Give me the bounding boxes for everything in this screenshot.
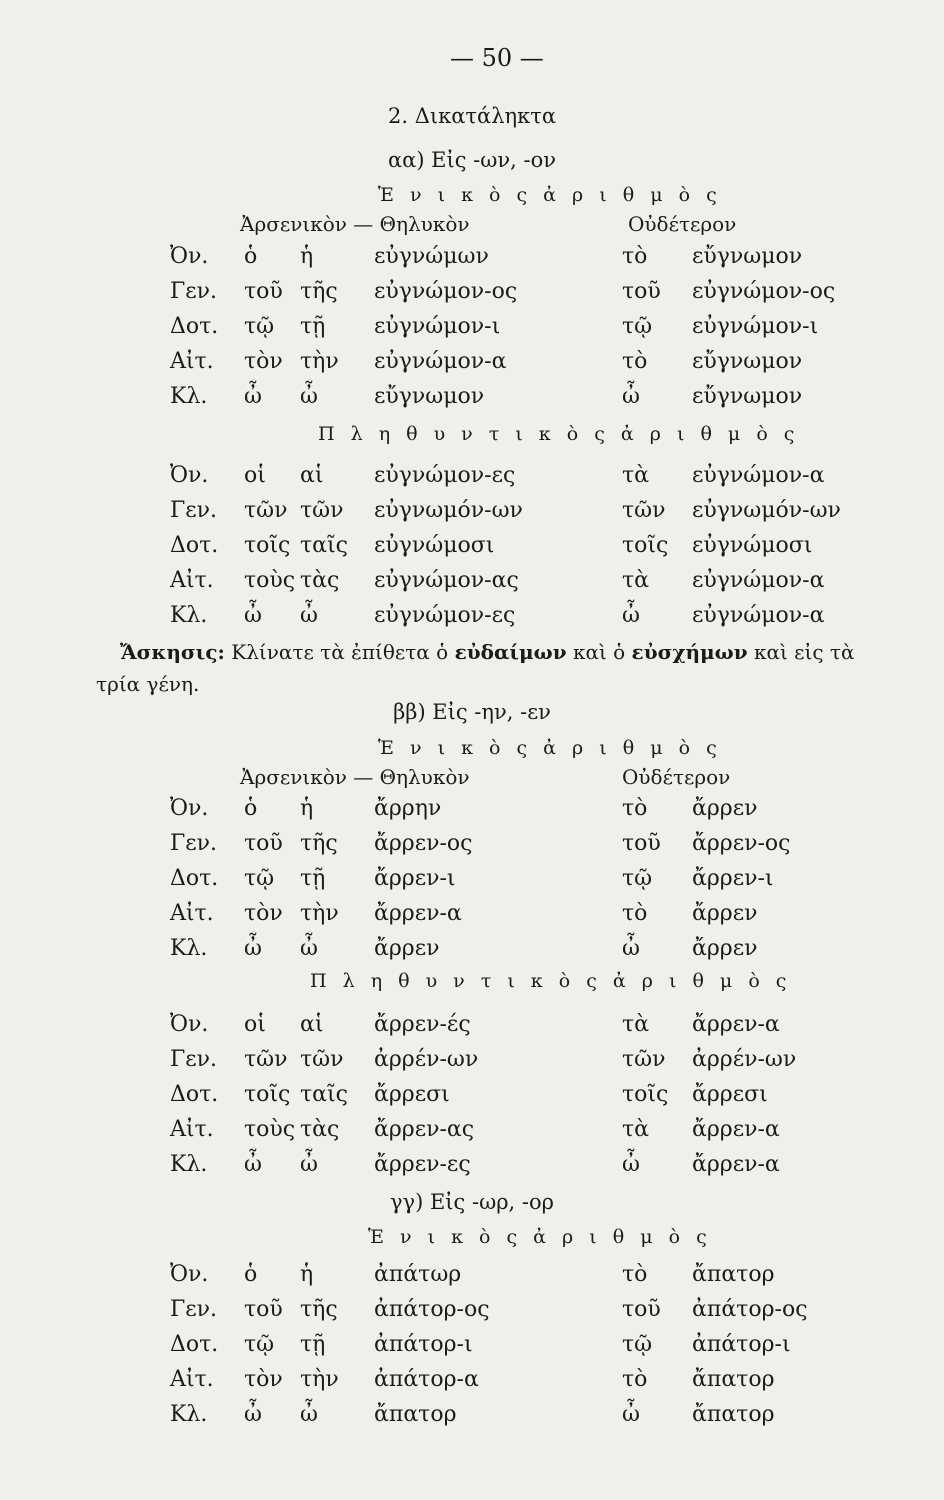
masc-fem-form: ἀρρέν-ων <box>374 1047 479 1072</box>
plural-heading-aa: Π λ η θ υ ν τ ι κ ὸ ς ἀ ρ ι θ μ ὸ ς <box>318 423 800 445</box>
masc-fem-form: εὐγνώμον-α <box>374 349 507 374</box>
case-label: Δοτ. <box>170 314 219 339</box>
masc-fem-form: εὐγνώμον-ες <box>374 603 516 628</box>
masc-fem-form: ἄρρεν-ας <box>374 1117 475 1142</box>
neut-form: ἄρρεν <box>692 936 758 961</box>
masc-fem-form: εὔγνωμον <box>374 384 485 409</box>
neut-form: ἄρρεν-ος <box>692 831 791 856</box>
neut-article: ὦ <box>622 384 640 409</box>
fem-article: ταῖς <box>300 1082 348 1107</box>
neut-form: εὐγνώμον-α <box>692 568 825 593</box>
fem-article: τῇ <box>300 314 326 339</box>
masc-fem-form: ἀπάτορ-ος <box>374 1297 490 1322</box>
case-label: Ὀν. <box>170 1262 209 1287</box>
exercise-word-1: εὐδαίμων <box>454 640 567 664</box>
exercise-line-1 <box>120 640 855 664</box>
masc-article: ὁ <box>244 244 258 269</box>
case-label: Γεν. <box>170 498 218 523</box>
neut-article: τοῖς <box>622 1082 669 1107</box>
case-label: Κλ. <box>170 1152 208 1177</box>
neut-form: ἄρρεν-α <box>692 1152 780 1177</box>
neut-form: ἀπάτορ-ος <box>692 1297 808 1322</box>
case-label: Κλ. <box>170 603 208 628</box>
case-label: Γεν. <box>170 831 218 856</box>
fem-article: τῶν <box>300 498 344 523</box>
masc-article: ὦ <box>244 384 262 409</box>
neut-form: εὐγνώμον-α <box>692 603 825 628</box>
case-label: Κλ. <box>170 936 208 961</box>
masc-article: τῷ <box>244 866 275 891</box>
fem-article: ὦ <box>300 1402 318 1427</box>
masc-fem-form: εὐγνώμων <box>374 244 489 269</box>
neut-article: ὦ <box>622 1152 640 1177</box>
neut-form: εὐγνωμόν-ων <box>692 498 841 523</box>
masc-fem-form: ἄρρεν-ές <box>374 1012 471 1037</box>
neut-form: ἀπάτορ-ι <box>692 1332 791 1357</box>
case-label: Ὀν. <box>170 463 209 488</box>
masc-fem-form: ἄρρεσι <box>374 1082 450 1107</box>
neut-form: ἄρρεν-α <box>692 1012 780 1037</box>
neut-form: ἄπατορ <box>692 1402 775 1427</box>
masc-fem-form: ἄρρην <box>374 796 442 821</box>
neut-article: τῶν <box>622 1047 666 1072</box>
case-label: Αἰτ. <box>170 349 214 374</box>
masc-fem-form: ἄρρεν-ες <box>374 1152 471 1177</box>
neut-article: ὦ <box>622 936 640 961</box>
fem-article: τὰς <box>300 568 340 593</box>
fem-article: τῆς <box>300 279 338 304</box>
singular-heading-gg: Ἑ ν ι κ ὸ ς ἀ ρ ι θ μ ὸ ς <box>368 1226 712 1248</box>
neut-article: τοῦ <box>622 279 661 304</box>
neut-article: τὸ <box>622 901 648 926</box>
case-label: Δοτ. <box>170 1332 219 1357</box>
fem-article: τὰς <box>300 1117 340 1142</box>
neut-form: ἄπατορ <box>692 1367 775 1392</box>
masc-fem-form: ἀπάτορ-α <box>374 1367 479 1392</box>
neut-article: τοῦ <box>622 831 661 856</box>
singular-heading-bb: Ἑ ν ι κ ὸ ς ἀ ρ ι θ μ ὸ ς <box>378 737 722 759</box>
fem-article: τὴν <box>300 1367 339 1392</box>
masc-fem-form: εὐγνώμοσι <box>374 533 495 558</box>
case-label: Αἰτ. <box>170 1117 214 1142</box>
masc-article: οἱ <box>244 463 266 488</box>
case-label: Αἰτ. <box>170 1367 214 1392</box>
exercise-word-2: εὐσχήμων <box>631 640 748 664</box>
masc-article: ὁ <box>244 796 258 821</box>
neut-form: ἄρρεν-α <box>692 1117 780 1142</box>
subtitle-aa: αα) Εἰς -ων, -ον <box>387 148 557 172</box>
case-label: Αἰτ. <box>170 901 214 926</box>
fem-article: ἡ <box>300 1262 314 1287</box>
case-label: Ὀν. <box>170 244 209 269</box>
case-label: Ὀν. <box>170 1012 209 1037</box>
masc-fem-form: ἄρρεν <box>374 936 440 961</box>
neut-form: ἄρρεν-ι <box>692 866 774 891</box>
masc-article: τῷ <box>244 1332 275 1357</box>
masc-fem-form: ἄρρεν-ι <box>374 866 456 891</box>
masc-fem-form: εὐγνώμον-ες <box>374 463 516 488</box>
masc-fem-form: εὐγνωμόν-ων <box>374 498 523 523</box>
neut-article: ὦ <box>622 603 640 628</box>
masc-article: τὸν <box>244 1367 283 1392</box>
fem-article: τῆς <box>300 1297 338 1322</box>
masc-fem-form: ἀπάτορ-ι <box>374 1332 473 1357</box>
masc-article: τὸν <box>244 349 283 374</box>
masc-article: τῶν <box>244 1047 288 1072</box>
neut-article: τοῦ <box>622 1297 661 1322</box>
masc-article: τοῦ <box>244 831 283 856</box>
page-number: — 50 — <box>450 44 544 72</box>
neut-article: τὰ <box>622 1012 650 1037</box>
fem-article: τὴν <box>300 349 339 374</box>
neut-article: τοῖς <box>622 533 669 558</box>
neut-form: εὔγνωμον <box>692 349 803 374</box>
masc-article: οἱ <box>244 1012 266 1037</box>
masc-article: τὸν <box>244 901 283 926</box>
case-label: Κλ. <box>170 384 208 409</box>
fem-article: ταῖς <box>300 533 348 558</box>
masc-fem-form: εὐγνώμον-ος <box>374 279 518 304</box>
neut-article: τῶν <box>622 498 666 523</box>
neut-form: ἄρρεν <box>692 901 758 926</box>
masc-article: τοῦ <box>244 279 283 304</box>
fem-article: τῇ <box>300 866 326 891</box>
masc-article: ὦ <box>244 1152 262 1177</box>
neut-article: τὸ <box>622 349 648 374</box>
case-label: Ὀν. <box>170 796 209 821</box>
masc-fem-form: εὐγνώμον-ας <box>374 568 519 593</box>
case-label: Γεν. <box>170 1297 218 1322</box>
neut-article: τὸ <box>622 244 648 269</box>
case-label: Δοτ. <box>170 1082 219 1107</box>
masc-fem-form: ἄρρεν-α <box>374 901 462 926</box>
case-label: Δοτ. <box>170 533 219 558</box>
neut-article: ὦ <box>622 1402 640 1427</box>
fem-article: τῆς <box>300 831 338 856</box>
neut-form: εὐγνώμον-ος <box>692 279 836 304</box>
section-title: 2. Δικατάληκτα <box>387 104 557 128</box>
case-label: Γεν. <box>170 279 218 304</box>
masc-article: τοὺς <box>244 1117 296 1142</box>
exercise-text-2: καὶ ὁ <box>572 640 626 664</box>
masc-fem-form: ἄπατορ <box>374 1402 457 1427</box>
plural-heading-bb: Π λ η θ υ ν τ ι κ ὸ ς ἀ ρ ι θ μ ὸ ς <box>310 970 792 992</box>
fem-article: ὦ <box>300 603 318 628</box>
masc-fem-form: ἀπάτωρ <box>374 1262 462 1287</box>
masc-article: τοῖς <box>244 1082 291 1107</box>
case-label: Αἰτ. <box>170 568 214 593</box>
fem-article: ἡ <box>300 244 314 269</box>
neut-form: εὔγνωμον <box>692 384 803 409</box>
exercise-line-2: τρία γένη. <box>96 672 200 696</box>
fem-article: ὦ <box>300 1152 318 1177</box>
masc-article: ὦ <box>244 1402 262 1427</box>
masc-article: τοῖς <box>244 533 291 558</box>
neut-form: ἄπατορ <box>692 1262 775 1287</box>
exercise-text-3: καὶ εἰς τὰ <box>753 640 855 664</box>
neut-article: τῷ <box>622 866 653 891</box>
fem-article: ὦ <box>300 936 318 961</box>
fem-article: τῶν <box>300 1047 344 1072</box>
singular-heading-aa: Ἑ ν ι κ ὸ ς ἀ ρ ι θ μ ὸ ς <box>378 184 722 206</box>
exercise-label: Ἄσκησις: <box>120 640 225 664</box>
neut-form: ἄρρεν <box>692 796 758 821</box>
subtitle-gg: γγ) Εἰς -ωρ, -ορ <box>390 1190 554 1214</box>
neut-article: τὰ <box>622 463 650 488</box>
neut-article: τὰ <box>622 1117 650 1142</box>
subtitle-bb: ββ) Εἰς -ην, -εν <box>393 700 551 724</box>
fem-article: αἱ <box>300 463 324 488</box>
neut-form: εὐγνώμον-ι <box>692 314 819 339</box>
exercise-text-1: Κλίνατε τὰ ἐπίθετα ὁ <box>231 640 449 664</box>
neut-article: τὸ <box>622 796 648 821</box>
fem-article: ἡ <box>300 796 314 821</box>
masc-article: ὁ <box>244 1262 258 1287</box>
fem-article: ὦ <box>300 384 318 409</box>
case-label: Δοτ. <box>170 866 219 891</box>
masc-article: τοῦ <box>244 1297 283 1322</box>
neut-article: τῷ <box>622 314 653 339</box>
masc-article: ὦ <box>244 603 262 628</box>
neut-form: εὐγνώμον-α <box>692 463 825 488</box>
col-masc-fem-aa: Ἀρσενικὸν — Θηλυκὸν <box>240 212 470 236</box>
case-label: Γεν. <box>170 1047 218 1072</box>
case-label: Κλ. <box>170 1402 208 1427</box>
col-neut-aa: Οὐδέτερον <box>628 212 737 236</box>
neut-form: ἄρρεσι <box>692 1082 768 1107</box>
neut-form: εὔγνωμον <box>692 244 803 269</box>
neut-article: τῷ <box>622 1332 653 1357</box>
masc-article: τοὺς <box>244 568 296 593</box>
fem-article: τῇ <box>300 1332 326 1357</box>
masc-fem-form: εὐγνώμον-ι <box>374 314 501 339</box>
fem-article: τὴν <box>300 901 339 926</box>
masc-article: τῷ <box>244 314 275 339</box>
neut-form: εὐγνώμοσι <box>692 533 813 558</box>
neut-form: ἀρρέν-ων <box>692 1047 797 1072</box>
masc-article: ὦ <box>244 936 262 961</box>
neut-article: τὸ <box>622 1367 648 1392</box>
col-neut-bb: Οὐδέτερον <box>622 765 731 789</box>
masc-article: τῶν <box>244 498 288 523</box>
neut-article: τὰ <box>622 568 650 593</box>
masc-fem-form: ἄρρεν-ος <box>374 831 473 856</box>
col-masc-fem-bb: Ἀρσενικὸν — Θηλυκὸν <box>240 765 470 789</box>
fem-article: αἱ <box>300 1012 324 1037</box>
neut-article: τὸ <box>622 1262 648 1287</box>
